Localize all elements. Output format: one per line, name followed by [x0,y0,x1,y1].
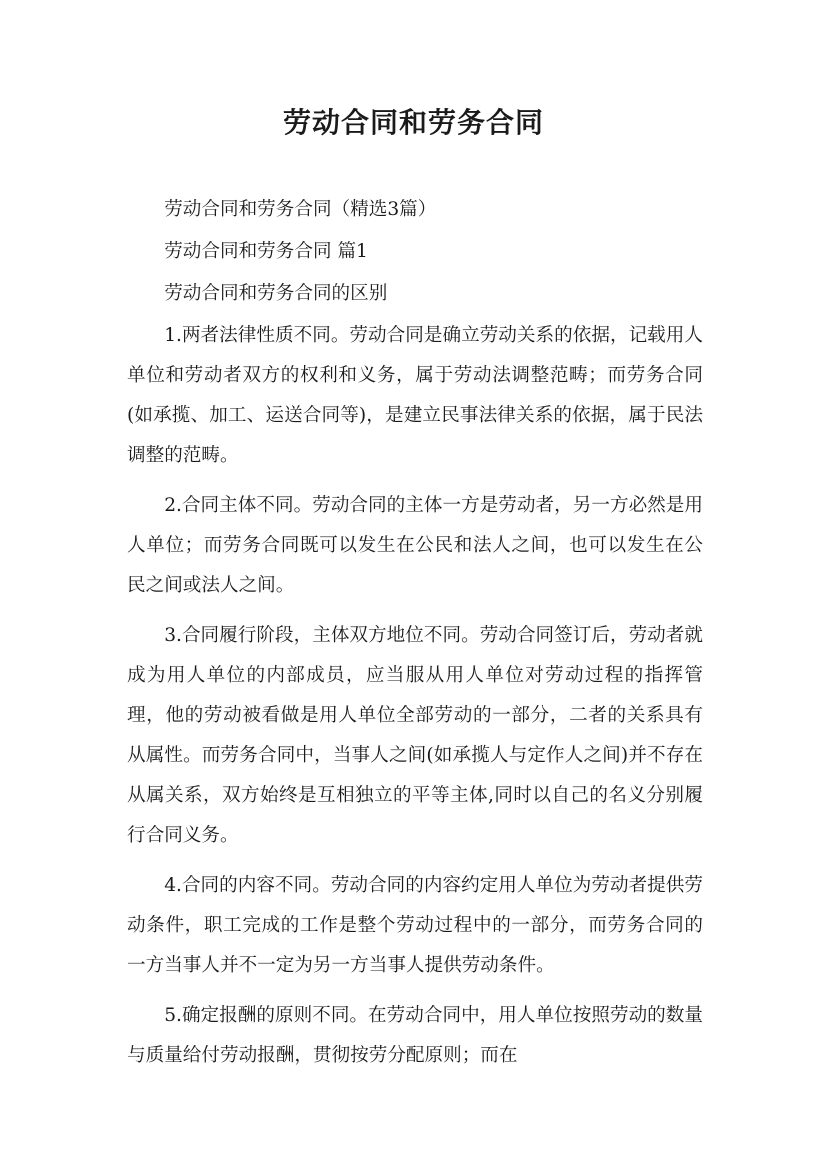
subtitle-line: 劳动合同和劳务合同（精选3篇） [164,199,437,220]
document-title: 劳动合同和劳务合同 [282,106,544,139]
section-subheading: 劳动合同和劳务合同的区别 [164,283,388,304]
document-body [127,190,703,1086]
paragraph: 4.合同的内容不同。劳动合同的内容约定用人单位为劳动者提供劳动条件，职工完成的工作是整个劳动过程中的一部分，而劳务合同的一方当事人并不一定为另一方当事人提供劳动条件。 [127,875,703,976]
paragraph: 5.确定报酬的原则不同。在劳动合同中，用人单位按照劳动的数量与质量给付劳动报酬，贯彻按劳分配原则；而在 [127,1005,703,1066]
paragraph: 2.合同主体不同。劳动合同的主体一方是劳动者，另一方必然是用人单位；而劳务合同既可以发生在公民和法人之间，也可以发生在公民之间或法人之间。 [127,495,703,596]
paragraph: 1.两者法律性质不同。劳动合同是确立劳动关系的依据，记载用人单位和劳动者双方的权利和义务，属于劳动法调整范畴；而劳务合同(如承揽、加工、运送合同等)，是建立民事法律关系的依据，属于民法调整的范畴。 [127,325,703,466]
section-heading: 劳动合同和劳务合同 篇1 [164,241,368,262]
paragraph: 3.合同履行阶段，主体双方地位不同。劳动合同签订后，劳动者就成为用人单位的内部成员，应当服从用人单位对劳动过程的指挥管理，他的劳动被看做是用人单位全部劳动的一部分，二者的关系具有从属性。而劳务合同中，当事人之间(如承揽人与定作人之间)并不存在从属关系，双方始终是互相独立的平等主体,同时以自己的名义分别履行合同义务。 [127,625,703,846]
